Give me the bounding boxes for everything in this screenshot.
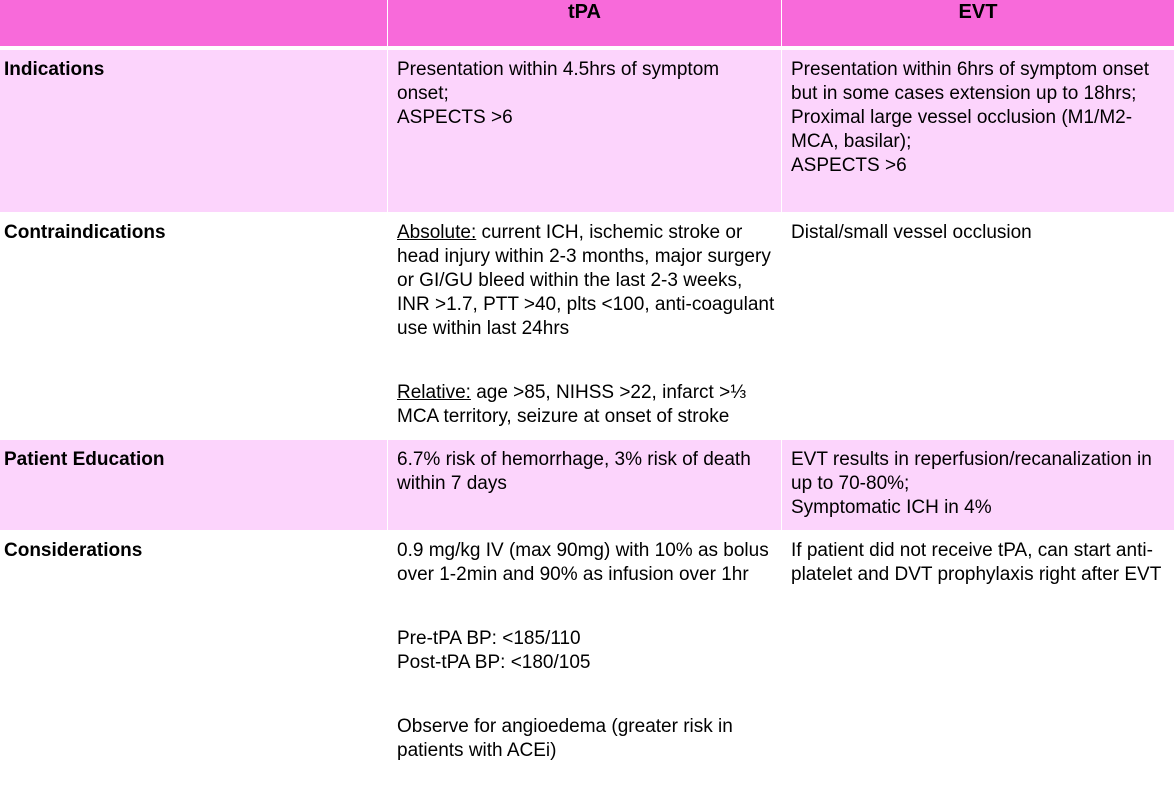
- indications-tpa-line: ASPECTS >6: [397, 107, 513, 128]
- row-label-indications: Indications: [4, 59, 105, 80]
- row-label-patient-education: Patient Education: [4, 449, 165, 470]
- education-tpa-cell: 6.7% risk of hemorrhage, 3% risk of death within 7 days: [397, 449, 751, 494]
- tpa-dosing: 0.9 mg/kg IV (max 90mg) with 10% as bolus over 1-2min and 90% as infusion over 1hr: [397, 540, 769, 585]
- education-evt-line: EVT results in reperfusion/recanalization in up to 70-80%;: [791, 449, 1152, 494]
- tpa-bp-post: Post-tPA BP: <180/105: [397, 652, 591, 673]
- header-cell-evt: EVT: [958, 1, 998, 23]
- column-divider: [781, 0, 782, 798]
- table-row-considerations: [0, 531, 1174, 798]
- indications-evt-line: Presentation within 6hrs of symptom onset but in some cases extension up to 18hrs;: [791, 59, 1150, 104]
- absolute-contraindications: [397, 221, 775, 341]
- tpa-observe: Observe for angioedema (greater risk in patients with ACEi): [397, 716, 733, 761]
- considerations-evt-cell: If patient did not receive tPA, can start anti-platelet and DVT prophylaxis right after EVT: [791, 540, 1162, 585]
- contraindications-evt-cell: Distal/small vessel occlusion: [791, 222, 1032, 243]
- contraindications-tpa-cell: [388, 213, 781, 439]
- tpa-bp-targets: [397, 627, 775, 675]
- indications-evt-cell: [782, 50, 1174, 212]
- indications-tpa-line: Presentation within 4.5hrs of symptom onset;: [397, 59, 720, 104]
- indications-evt-line: Proximal large vessel occlusion (M1/M2-MCA, basilar);: [791, 107, 1133, 152]
- header-separator: [0, 46, 1174, 50]
- table-header-row: [0, 0, 1174, 46]
- table-row-patient-education: [0, 440, 1174, 530]
- header-cell-blank: [0, 0, 387, 46]
- absolute-text: current ICH, ischemic stroke or head injury within 2-3 months, major surgery or GI/GU bleed within the last 2-3 weeks, INR >1.7, PTT >40, plts <100, anti-coagulant use within last 24hrs: [397, 222, 775, 339]
- row-label-considerations: Considerations: [4, 540, 143, 561]
- row-label-contraindications: Contraindications: [4, 222, 166, 243]
- education-evt-line: Symptomatic ICH in 4%: [791, 497, 992, 518]
- header-cell-tpa: tPA: [568, 1, 601, 23]
- relative-contraindications: [397, 381, 775, 429]
- absolute-label: Absolute:: [397, 222, 477, 243]
- considerations-tpa-cell: [388, 531, 781, 798]
- indications-tpa-cell: [388, 50, 781, 212]
- education-evt-cell: [782, 440, 1174, 530]
- tpa-bp-pre: Pre-tPA BP: <185/110: [397, 628, 581, 649]
- column-divider: [387, 0, 388, 798]
- indications-evt-line: ASPECTS >6: [791, 155, 907, 176]
- relative-text: age >85, NIHSS >22, infarct >⅓ MCA territory, seizure at onset of stroke: [397, 382, 747, 427]
- table-row-indications: [0, 50, 1174, 212]
- relative-label: Relative:: [397, 382, 471, 403]
- table-row-contraindications: [0, 213, 1174, 439]
